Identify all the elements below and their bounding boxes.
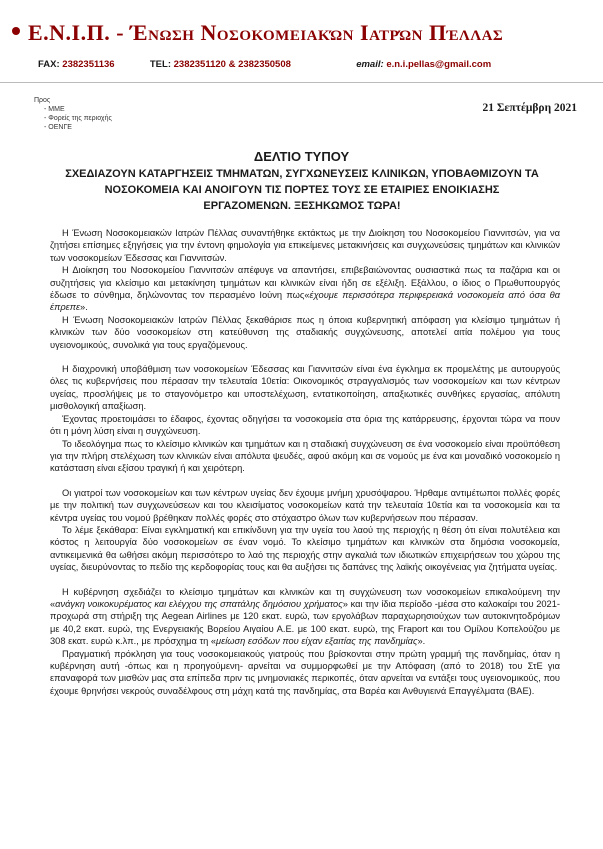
paragraph: Η διαχρονική υποβάθμιση των νοσοκομείων Έδεσσας και Γιαννιτσών είναι ένα έγκλημα εκ προμελέτης με αυτουργούς όλες τις κυβερνήσεις που πέρασαν την τελευταία 10ετία: Οικονομικός στραγγαλισμός των νοσοκομείων και των κέντρων υγείας, προσλήψεις με το σταγονόμετρο και υποστελέχωση, εντατικοποίηση, απαξιωτικές συνθήκες εργασίας, απόλυτη μισθολογική απαξίωση. <box>50 364 560 412</box>
quote-italic: ανάγκη νοικοκυρέματος και ελέγχου της σπατάλης δημόσιου χρήματος <box>55 598 343 609</box>
body-text <box>50 227 560 697</box>
press-release-title: ΔΕΛΤΙΟ ΤΥΠΟΥ <box>253 149 350 164</box>
recipients-list <box>34 105 112 132</box>
tel-value: 2382351120 & 2382350508 <box>173 59 291 70</box>
recipient-item: - ΜΜΕ <box>44 105 112 114</box>
document-date: 21 Σεπτέμβρη 2021 <box>482 102 577 114</box>
paragraph: Η Ένωση Νοσοκομειακών Ιατρών Πέλλας ξεκαθάρισε πως η όποια κυβερνητική απόφαση για κλείσιμο τμημάτων ή κλινικών των δύο νοσοκομείων στη κατεύθυνση της σταδιακής συγχώνευσης, αποτελεί αιτία πολέμου για τους υγειονομικούς, συνολικά για τους εργαζόμενους. <box>50 314 560 350</box>
quote-italic: έχουμε περισσότερα περιφερειακά νοσοκομεία από όσα θα έπρεπε <box>50 290 560 313</box>
letterhead-title-row <box>12 20 597 46</box>
paragraph: Οι γιατροί των νοσοκομείων και των κέντρων υγείας δεν έχουμε μνήμη χρυσόψαρου. Ήρθαμε αντιμέτωποι πολλές φορές με την πολιτική των συγχωνεύσεων και του κλεισίματος νοσοκομείων κατά την τελευταία 10ετία και τα νοσοκομεία και τα κέντρα υγείας του νομού βρέθηκαν πολλές φορές στο στόχαστρο όλων των κυβερνήσεων που πέρασαν. <box>50 487 560 523</box>
fax-value: 2382351136 <box>62 59 115 70</box>
paragraph: Η κυβέρνηση σχεδιάζει το κλείσιμο τμημάτων και κλινικών και τη συγχώνευση των νοσοκομείων επικαλούμενη την «ανάγκη νοικοκυρέματος και ελέγχου της σπατάλης δημόσιου χρήματος» και την ίδια περίοδο -μέσα στο καλοκαίρι του 2021- προχωρά στη στήριξη της Aegean Airlines με 120 εκατ. ευρώ, των εργολάβων παραχωρησιούχων των αυτοκινητοδρόμων με 40,2 εκατ. ευρώ, της Ενεργειακής Βορείου Αιγαίου Α.Ε. με 100 εκατ. ευρώ, της Fraport και του Ομίλου Κοπελούζου με 308 εκατ. ευρώ κ.λπ., με πρόσχημα τη «μείωση εσόδων που είχαν εξαιτίας της πανδημίας». <box>50 586 560 647</box>
paragraph: Το ιδεολόγημα πως το κλείσιμο κλινικών και τμημάτων και η σταδιακή συγχώνευση σε ένα νοσοκομείο είναι προϋπόθεση για την πλήρη στελέχωση των κλινικών είναι απόλυτα ψευδές, αφού ακόμη και σε νομούς με ένα και μοναδικό νοσοκομείο η κατάσταση είναι εξίσου τραγική ή και χειρότερη. <box>50 438 560 474</box>
email-value[interactable]: e.n.i.pellas@gmail.com <box>386 59 492 70</box>
recipient-item: - ΟΕΝΓΕ <box>44 123 112 132</box>
recipient-item: - Φορείς της περιοχής <box>44 114 112 123</box>
email-label: email: <box>356 59 384 70</box>
paragraph: Το λέμε ξεκάθαρα: Είναι εγκληματική και επικίνδυνη για την υγεία του λαού της περιοχής η θέση ότι είναι πολυτέλεια και κόστος η λειτουργία δύο νοσοκομείων σε έναν νομό. Το κλείσιμο τμημάτων και κλινικών στα δημόσια νοσοκομεία, αντικειμενικά θα ωθήσει ακόμη περισσότερο το λαό της περιοχής στην αγκαλιά των ιδιωτικών επιχειρήσεων του χώρου της υγείας, διευρύνοντας το πεδίο της κερδοφορίας τους και θα αυξήσει τις δαπάνες της λαϊκής οικογένειας για ζητήματα υγείας. <box>50 524 560 573</box>
paragraph: Πραγματική πρόκληση για τους νοσοκομειακούς γιατρούς που βρίσκονται στην πρώτη γραμμή της πανδημίας, όταν η κυβέρνηση αυτή -όπως και η προηγούμενη- αρνείται να συμμορφωθεί με την Απόφαση (από το 2018) του ΣτΕ για επαναφορά των μισθών μας στα επίπεδα πριν τις μνημονιακές περικοπές, όταν αρνείται να εντάξει τους υγειονομικούς, που έχουμε θρηνήσει νεκρούς συναδέλφους στη μάχη κατά της πανδημίας, στα Βαρέα και Ανθυγιεινά Επαγγέλματα (ΒΑΕ). <box>50 648 560 696</box>
paragraph: Η Διοίκηση του Νοσοκομείου Γιαννιτσών απέφυγε να απαντήσει, επιβεβαιώνοντας ουσιαστικά πως τα παζάρια και οι συζητήσεις για κλείσιμο και μετακίνηση τμημάτων και κλινικών είναι ήδη σε εξέλιξη. Εξάλλου, ο ίδιος ο Πρωθυπουργός έδωσε το σύνθημα, δηλώνοντας τον περασμένο Ιούνη πως«έχουμε περισσότερα περιφερειακά νοσοκομεία από όσα θα έπρεπε». <box>50 265 560 313</box>
headline: ΣΧΕΔΙΑΖΟΥΝ ΚΑΤΑΡΓΗΣΕΙΣ ΤΜΗΜΑΤΩΝ, ΣΥΓΧΩΝΕΥΣΕΙΣ ΚΛΙΝΙΚΩΝ, ΥΠΟΒΑΘΜΙΖΟΥΝ ΤΑ ΝΟΣΟΚΟΜΕΙΑ ΚΑΙ ΑΝΟΙΓΟΥΝ ΤΙΣ ΠΟΡΤΕΣ ΤΟΥΣ ΣΕ ΕΤΑΙΡΙΕΣ ΕΝΟΙΚΙΑΣΗΣ ΕΡΓΑΖΟΜΕΝΩΝ. ΞΕΣΗΚΩΜΟΣ ΤΩΡΑ! <box>65 168 539 212</box>
recipients-block <box>34 96 112 132</box>
bullet-icon <box>12 27 20 35</box>
recipients-label: Προς <box>34 97 51 104</box>
contact-row <box>38 59 588 70</box>
fax-label: FAX: <box>38 59 60 70</box>
paragraph: Έχοντας προετοιμάσει το έδαφος, έχοντας οδηγήσει τα νοσοκομεία στα όρια της κατάρρευσης, έρχονται τώρα να πουν ότι η μόνη λύση είναι η συγχώνευση. <box>50 413 560 437</box>
tel-label: TEL: <box>149 59 171 70</box>
letterhead <box>0 0 603 83</box>
paragraph: Η Ένωση Νοσοκομειακών Ιατρών Πέλλας συναντήθηκε εκτάκτως με την Διοίκηση του Νοσοκομείου Γιαννιτσών, για να ζητήσει επίσημες εξηγήσεις για την έντονη φημολογία για επικείμενες μετακινήσεις και συγχωνεύσεις τμημάτων και κλινικών των νοσοκομείων Έδεσσας και Γιαννιτσών. <box>50 228 560 263</box>
org-title: Ε.Ν.Ι.Π. - Ένωση Νοσοκομειακών Ιατρών Πέλλας <box>28 20 504 45</box>
quote-italic: μείωση εσόδων που είχαν εξαιτίας της πανδημίας <box>216 636 418 647</box>
